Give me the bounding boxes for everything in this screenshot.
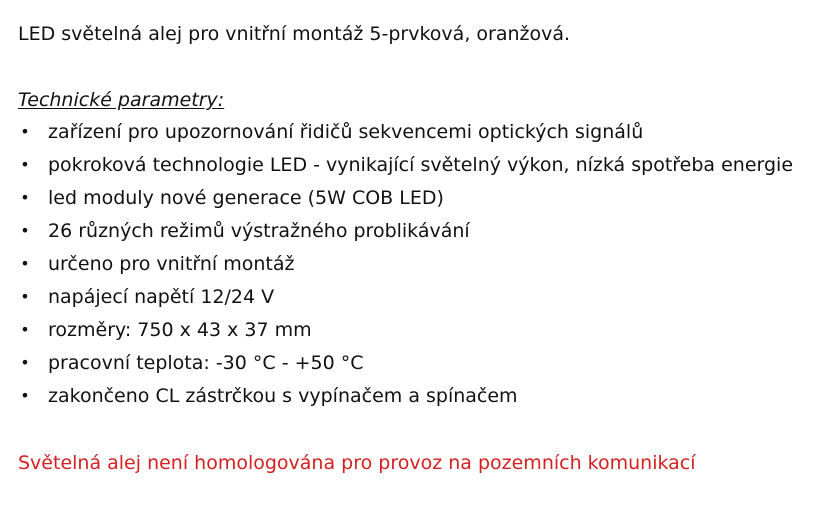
bullet-icon: • [20, 287, 30, 306]
bullet-icon: • [20, 122, 30, 141]
list-item-text: zařízení pro upozornování řidičů sekvencemi optických signálů [48, 121, 644, 143]
bullet-icon: • [20, 320, 30, 339]
list-item-text: 26 různých režimů výstražného problikávání [48, 220, 470, 242]
bullet-icon: • [20, 188, 30, 207]
bullet-icon: • [20, 221, 30, 240]
product-intro: LED světelná alej pro vnitřní montáž 5-prvková, oranžová. [18, 23, 571, 45]
list-item-text: pracovní teplota: -30 °C - +50 °C [48, 352, 364, 374]
list-item-text: rozměry: 750 x 43 x 37 mm [48, 319, 312, 341]
bullet-icon: • [20, 254, 30, 273]
list-item-text: led moduly nové generace (5W COB LED) [48, 187, 444, 209]
list-item-text: zakončeno CL zástrčkou s vypínačem a spínačem [48, 385, 518, 407]
bullet-icon: • [20, 155, 30, 174]
list-item-text: napájecí napětí 12/24 V [48, 286, 275, 308]
bullet-icon: • [20, 386, 30, 405]
list-item-text: pokroková technologie LED - vynikající světelný výkon, nízká spotřeba energie [48, 154, 794, 176]
list-item-text: určeno pro vnitřní montáž [48, 253, 295, 275]
params-heading: Technické parametry: [18, 89, 225, 111]
bullet-icon: • [20, 353, 30, 372]
homologation-notice: Světelná alej není homologována pro provoz na pozemních komunikací [18, 452, 696, 474]
